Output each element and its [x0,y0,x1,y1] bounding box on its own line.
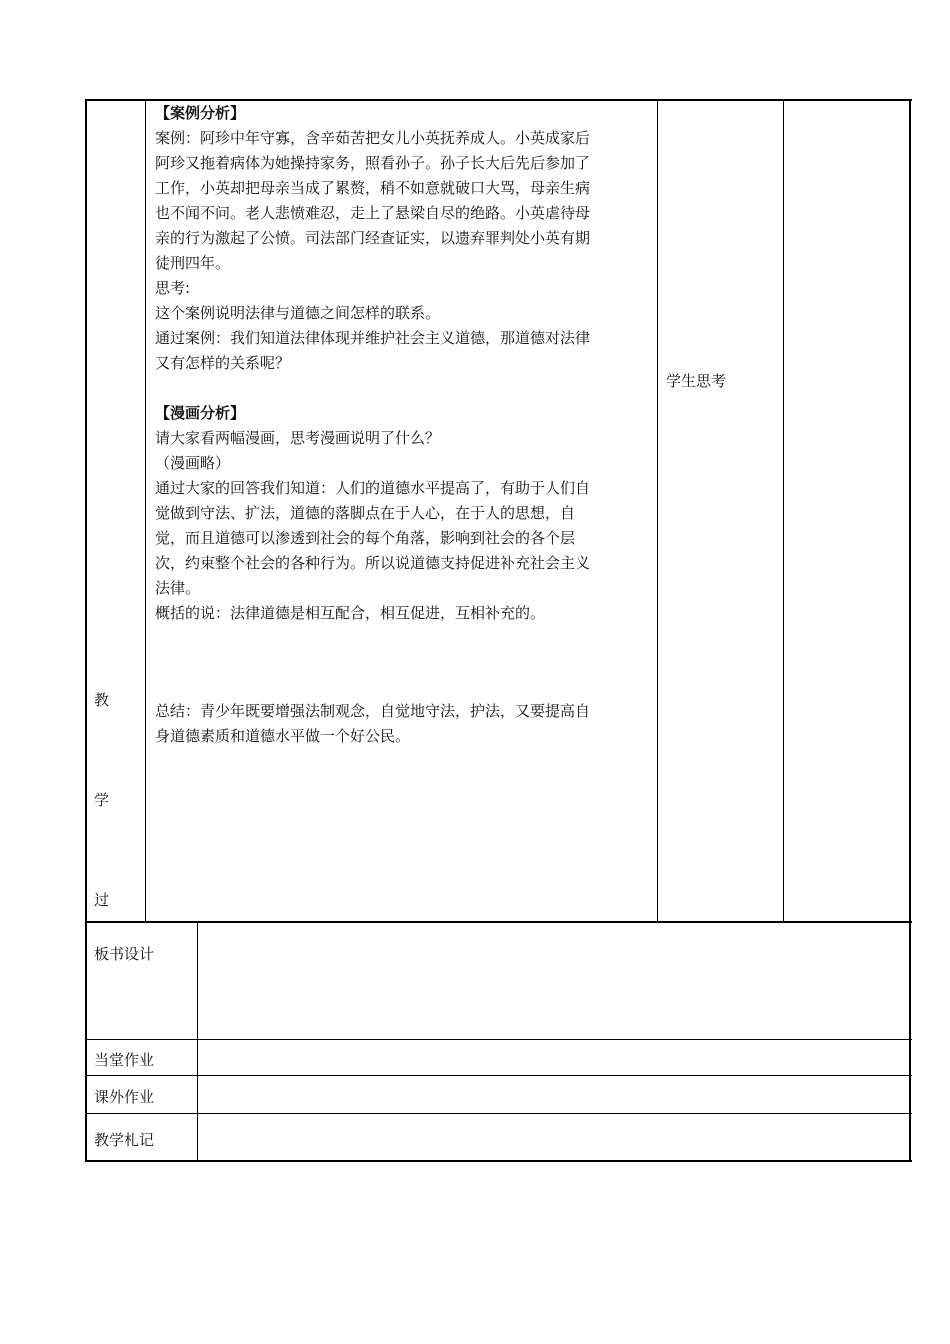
student-activity-text: 学生思考 [666,372,727,390]
case-line: 又有怎样的关系呢？ [155,354,291,372]
table-right-border [909,99,911,1162]
teaching-notes-label: 教学札记 [94,1131,155,1149]
comic-line: 概括的说：法律道德是相互配合，相互促进，互相补充的。 [155,604,546,622]
row-divider-main [85,921,912,923]
comic-line: （漫画略） [155,454,231,472]
process-label-char-3: 过 [94,891,110,909]
case-line: 也不闻不问。老人悲愤难忍，走上了悬梁自尽的绝路。小英虐待母 [155,204,591,222]
case-line: 这个案例说明法律与道德之间怎样的联系。 [155,304,441,322]
case-line: 案例：阿珍中年守寡，含辛茹苦把女儿小英抚养成人。小英成家后 [155,129,591,147]
process-label-char-1: 教 [94,691,110,709]
case-line: 徒刑四年。 [155,254,231,272]
case-line: 工作，小英却把母亲当成了累赘，稍不如意就破口大骂，母亲生病 [155,179,591,197]
case-analysis-heading: 【案例分析】 [155,104,246,122]
row-divider-home-hw [85,1113,912,1114]
board-design-label: 板书设计 [94,945,155,963]
comic-line: 通过大家的回答我们知道：人们的道德水平提高了，有助于人们自 [155,479,591,497]
case-line: 思考: [155,279,191,297]
table-left-border [85,99,87,1162]
row-divider-class-hw [85,1075,912,1076]
comic-line: 次，约束整个社会的各种行为。所以说道德支持促进补充社会主义 [155,554,591,572]
comic-line: 觉，而且道德可以渗透到社会的每个角落，影响到社会的各个层 [155,529,576,547]
col-divider-process [145,99,146,922]
table-bottom-border [85,1160,912,1162]
case-line: 阿珍又拖着病体为她操持家务，照看孙子。孙子长大后先后参加了 [155,154,591,172]
comic-line: 请大家看两幅漫画，思考漫画说明了什么？ [155,429,441,447]
row-divider-board [85,1039,912,1040]
col-divider-notes [783,99,784,922]
case-line: 亲的行为激起了公愤。司法部门经查证实，以遗弃罪判处小英有期 [155,229,591,247]
comic-line: 觉做到守法、扩法，道德的落脚点在于人心，在于人的思想，自 [155,504,576,522]
comic-analysis-heading: 【漫画分析】 [155,404,246,422]
summary-line: 身道德素质和道德水平做一个好公民。 [155,727,411,745]
col-divider-activity [657,99,658,922]
process-label-char-2: 学 [94,791,110,809]
col-divider-bottom [197,921,198,1161]
class-homework-label: 当堂作业 [94,1051,155,1069]
summary-line: 总结：青少年既要增强法制观念，自觉地守法，护法，又要提高自 [155,702,591,720]
comic-line: 法律。 [155,579,201,597]
home-homework-label: 课外作业 [94,1088,155,1106]
case-line: 通过案例：我们知道法律体现并维护社会主义道德，那道德对法律 [155,329,591,347]
